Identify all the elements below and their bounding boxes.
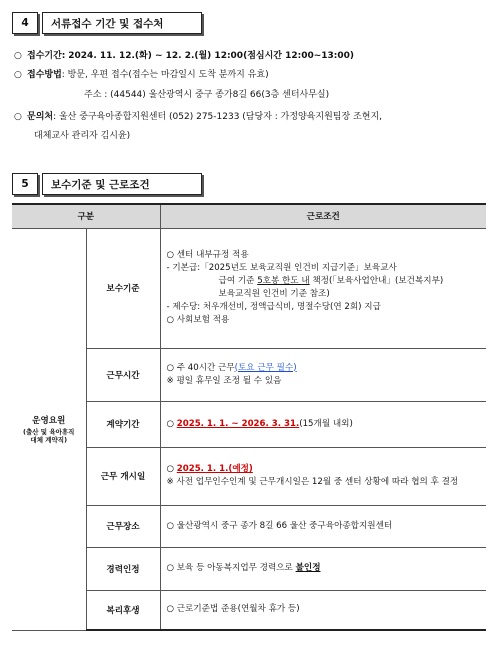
pay-line: ○ 센터 내부규정 적용	[166, 250, 249, 260]
contact-label: 문의처	[27, 112, 54, 122]
section-4-heading	[12, 12, 202, 34]
period-line	[14, 50, 354, 62]
start-date: 2025. 1. 1.(예정)	[176, 464, 253, 474]
contact-line-2: 대체교사 관리자 김시윤)	[34, 131, 131, 141]
row-label-career: 경력인정	[86, 547, 160, 590]
section-5-heading	[12, 173, 202, 195]
hours-note: ※ 평일 휴무일 조정 될 수 있음	[166, 375, 282, 386]
group-label: 운영요원	[32, 416, 66, 426]
contact-value: : 울산 중구육아종합지원센터 (052) 275-1233 (담당자 : 가정양육지원팀장 조현지,	[53, 112, 382, 122]
contract-content	[160, 401, 486, 447]
method-value: : 방문, 우편 접수(접수는 마감일시 도착 분까지 유효)	[61, 70, 269, 80]
row-label-contract: 계약기간	[86, 401, 160, 447]
career-not-recognized: 불인정	[295, 563, 321, 573]
address-line: 주소 : (44544) 울산광역시 중구 종가8길 66(3층 센터사무실)	[84, 90, 330, 100]
section-number: 5	[12, 173, 38, 195]
header-conditions: 근로조건	[160, 204, 486, 228]
hours-text: ○ 주 40시간 근무	[166, 362, 235, 373]
hours-content	[160, 348, 486, 401]
pay-content	[160, 228, 486, 348]
hours-line	[167, 362, 482, 375]
group-cell	[12, 228, 86, 630]
header-category: 구분	[12, 204, 160, 228]
row-label-hours: 근무시간	[86, 348, 160, 401]
bullet: ○	[14, 112, 22, 122]
pay-limit: 5호봉 한도 내	[257, 276, 310, 286]
career-text: ○ 보육 등 아동복지업무 경력으로	[166, 563, 296, 573]
group-sublabel: (출산 및 육아휴직 대체 계약직)	[23, 428, 75, 444]
place-content: ○ 울산광역시 중구 종가 8길 66 울산 중구육아종합지원센터	[160, 505, 486, 547]
contact-line	[14, 111, 382, 123]
career-content	[160, 547, 486, 590]
period-label: 접수기간:	[27, 51, 66, 61]
saturday-required: (토요 근무 필수)	[234, 362, 297, 373]
pay-line: - 기본급:「2025년도 보육교직원 인건비 지급기준」보육교사	[166, 263, 397, 273]
pay-text: 책정(「보육사업안내」(보건복지부)	[309, 276, 444, 286]
section-title: 보수기준 및 근로조건	[42, 173, 202, 195]
welfare-content: ○ 근로기준법 준용(연월차 휴가 등)	[160, 590, 486, 630]
row-label-pay: 보수기준	[86, 228, 160, 348]
start-content	[160, 447, 486, 505]
pay-line: ○ 사회보험 적용	[166, 315, 230, 325]
method-label: 접수방법	[27, 70, 62, 80]
section-title: 서류접수 기간 및 접수처	[42, 12, 202, 34]
pay-line: - 제수당: 처우개선비, 정액급식비, 명절수당(연 2회) 지급	[166, 302, 381, 312]
conditions-table	[12, 203, 486, 631]
start-line	[167, 463, 482, 476]
row-label-start: 근무 개시일	[86, 447, 160, 505]
pay-line	[167, 275, 482, 288]
row-label-place: 근무장소	[86, 505, 160, 547]
contract-period: 2025. 1. 1. ~ 2026. 3. 31.	[176, 418, 300, 429]
bullet: ○	[14, 70, 22, 80]
method-line	[14, 69, 269, 81]
contract-bullet: ○	[166, 418, 177, 429]
pay-text: 급여 기준	[218, 276, 258, 286]
section-number: 4	[12, 12, 38, 34]
row-label-welfare: 복리후생	[86, 590, 160, 630]
start-note: ※ 사전 업무인수인계 및 근무개시일은 12월 중 센터 상황에 따라 협의 후 결정	[166, 477, 459, 487]
bullet: ○	[14, 51, 22, 61]
contract-duration: (15개월 내외)	[299, 418, 353, 429]
period-value: 2024. 11. 12.(화) ~ 12. 2.(월) 12:00(점심시간 12:00~13:00)	[68, 51, 355, 61]
pay-line: 보육교직원 인건비 기준 참조)	[218, 289, 330, 299]
start-bullet: ○	[166, 464, 177, 474]
